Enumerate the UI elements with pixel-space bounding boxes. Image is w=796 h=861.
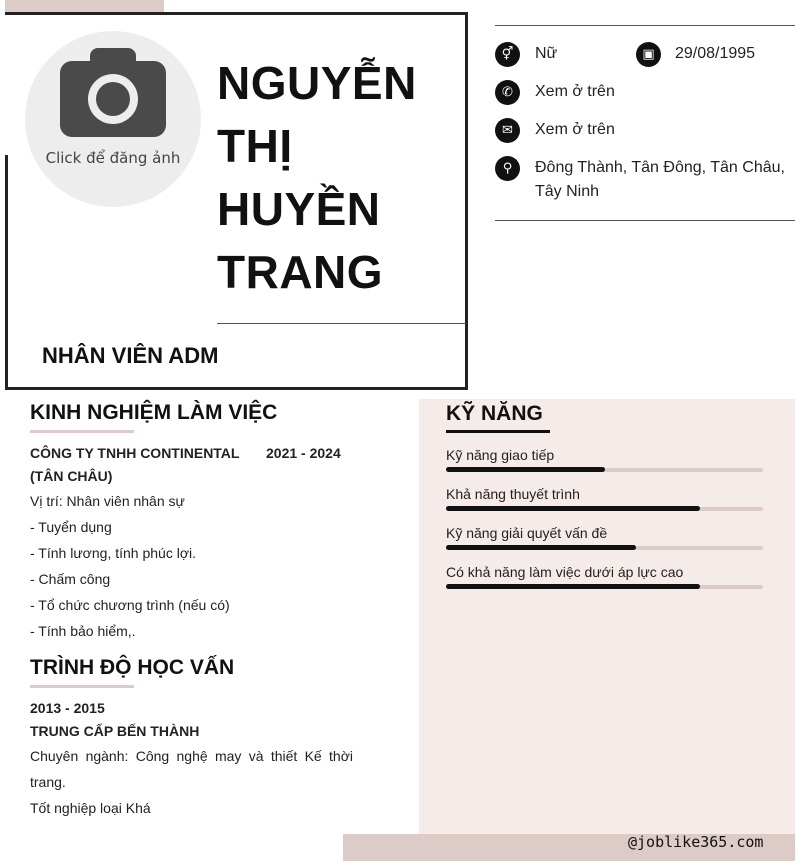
job-title: NHÂN VIÊN ADM [42, 343, 219, 368]
school-name: TRUNG CẤP BẾN THÀNH [30, 723, 200, 739]
location-icon: ⚲ [495, 156, 520, 181]
experience-detail: - Tổ chức chương trình (nếu có) [30, 597, 230, 613]
address-line: Đông Thành, Tân Đông, Tân Châu, [535, 159, 785, 176]
email-icon: ✉ [495, 118, 520, 143]
experience-heading: KINH NGHIỆM LÀM VIỆC [30, 401, 278, 424]
education-major: Chuyên ngành: Công nghệ may và thiết Kế thời [30, 748, 353, 764]
camera-icon [60, 61, 166, 137]
candidate-name [217, 52, 457, 304]
skill-bar [446, 585, 763, 589]
skill-label: Có khả năng làm việc dưới áp lực cao [446, 564, 684, 580]
name-line: HUYỀN [217, 183, 381, 235]
calendar-icon: ▣ [636, 42, 661, 67]
skill-bar-fill [446, 506, 700, 511]
name-line: TRANG [217, 246, 384, 298]
company-name: (TÂN CHÂU) [30, 468, 113, 484]
divider [217, 323, 466, 324]
birthday-value: 29/08/1995 [675, 45, 756, 62]
experience-detail: - Chấm công [30, 571, 111, 587]
company-name: CÔNG TY TNHH CONTINENTAL [30, 445, 240, 461]
experience-detail: - Tính bảo hiểm,. [30, 623, 136, 639]
skill-bar [446, 507, 763, 511]
header-border-left [5, 155, 8, 387]
email-value: Xem ở trên [535, 121, 615, 138]
skill-bar [446, 546, 763, 550]
gender-icon: ⚥ [495, 42, 520, 67]
experience-detail: Vị trí: Nhân viên nhân sự [30, 493, 185, 509]
skill-label: Kỹ năng giải quyết vấn đề [446, 525, 608, 541]
phone-icon: ✆ [495, 80, 520, 105]
skill-bar-fill [446, 467, 605, 472]
skills-heading: KỸ NĂNG [446, 402, 543, 425]
address-line: Tây Ninh [535, 183, 600, 200]
skill-bar-fill [446, 584, 700, 589]
divider [495, 220, 795, 221]
experience-detail: - Tính lương, tính phúc lợi. [30, 545, 196, 561]
phone-value: Xem ở trên [535, 83, 615, 100]
divider [495, 25, 795, 26]
education-heading: TRÌNH ĐỘ HỌC VẤN [30, 656, 235, 679]
skill-bar [446, 468, 763, 472]
avatar-caption: Click để đăng ảnh [45, 149, 181, 167]
footer-watermark: @joblike365.com [628, 833, 764, 851]
education-period: 2013 - 2015 [30, 700, 105, 716]
gender-value: Nữ [535, 45, 558, 62]
heading-underline [446, 430, 550, 433]
experience-detail: - Tuyển dụng [30, 519, 112, 535]
skill-bar-fill [446, 545, 636, 550]
heading-underline [30, 685, 134, 688]
skill-label: Khả năng thuyết trình [446, 486, 580, 502]
avatar-upload[interactable] [25, 31, 201, 207]
experience-period: 2021 - 2024 [266, 445, 341, 461]
heading-underline [30, 430, 134, 433]
name-line: THỊ [217, 120, 293, 172]
skills-panel [419, 399, 795, 834]
skill-label: Kỹ năng giao tiếp [446, 447, 555, 463]
name-line: NGUYỄN [217, 57, 417, 109]
education-grade: Tốt nghiệp loại Khá [30, 800, 151, 816]
education-major: trang. [30, 774, 66, 790]
